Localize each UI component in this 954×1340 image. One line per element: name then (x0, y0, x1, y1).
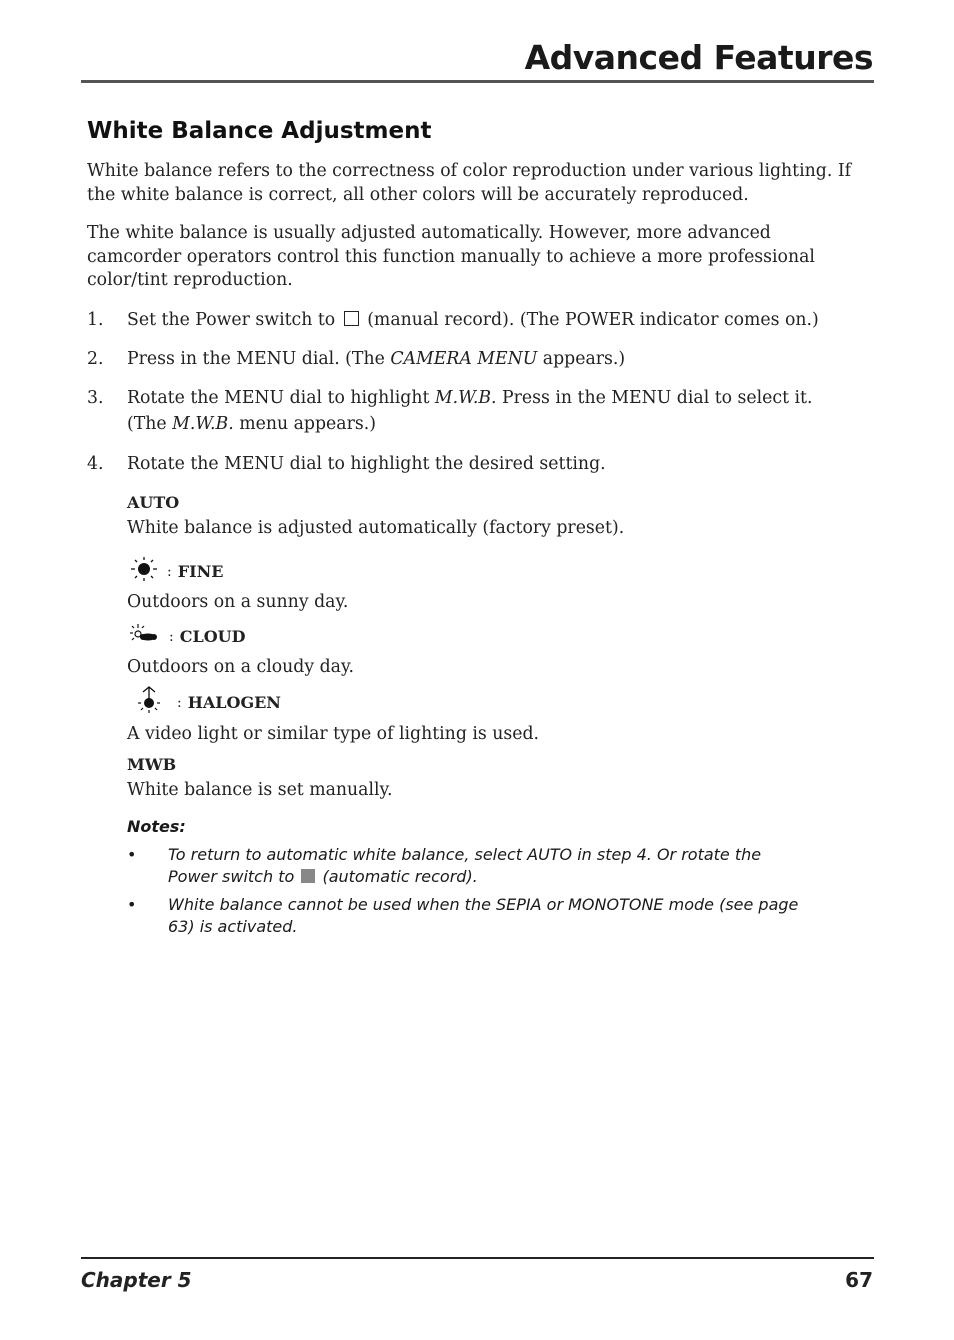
step-number: 4. (87, 454, 104, 474)
halogen-lamp-icon (127, 686, 171, 720)
page-header-title: Advanced Features (524, 38, 873, 77)
manual-record-icon (344, 311, 359, 326)
option-description: Outdoors on a cloudy day. (127, 657, 354, 677)
header-rule (81, 80, 874, 83)
option-auto (127, 492, 827, 540)
step-text: Rotate the MENU dial to highlight the desired setting. (127, 454, 606, 474)
option-description: White balance is adjusted automatically (factory preset). (127, 518, 625, 538)
step-text: Press in the MENU dial. (The CAMERA MENU appears.) (127, 349, 626, 369)
sun-icon (127, 556, 161, 588)
step-number: 1. (87, 310, 104, 330)
option-description: Outdoors on a sunny day. (127, 592, 349, 612)
option-label: FINE (177, 562, 224, 581)
option-description: A video light or similar type of lighting is used. (127, 724, 540, 744)
footer-rule (81, 1257, 874, 1259)
option-label: HALOGEN (187, 693, 281, 712)
note-text: To return to automatic white balance, select AUTO in step 4. Or rotate the Power switch to (automatic record). (168, 845, 762, 886)
footer-page-number: 67 (845, 1268, 873, 1292)
step-text: Set the Power switch to (manual record). (The POWER indicator comes on.) (127, 310, 819, 330)
cloud-icon (127, 621, 163, 653)
option-label: MWB (127, 755, 177, 774)
bullet: • (127, 845, 137, 864)
colon: : (167, 564, 172, 580)
notes-heading: Notes: (127, 817, 186, 836)
colon: : (169, 629, 174, 645)
option-label: AUTO (127, 493, 180, 512)
option-mwb (127, 754, 827, 802)
note-text: White balance cannot be used when the SEPIA or MONOTONE mode (see page 63) is activated. (168, 895, 799, 936)
option-description: White balance is set manually. (127, 780, 393, 800)
section-title: White Balance Adjustment (87, 118, 432, 144)
intro-paragraph-2: The white balance is usually adjusted automatically. However, more advanced camcorder operators control this function manually to achieve a more professional color/tint reproduction. (87, 223, 815, 290)
bullet: • (127, 895, 137, 914)
step-text: Rotate the MENU dial to highlight M.W.B. Press in the MENU dial to select it. (The M.W.B. menu appears.) (127, 388, 813, 434)
step-number: 2. (87, 349, 104, 369)
footer-chapter: Chapter 5 (81, 1268, 192, 1292)
option-cloud (127, 621, 827, 679)
step-number: 3. (87, 388, 104, 408)
option-label: CLOUD (179, 627, 246, 646)
option-fine (127, 556, 827, 614)
option-halogen (127, 686, 827, 746)
intro-paragraph-1: White balance refers to the correctness of color reproduction under various lighting. If the white balance is correct, all other colors will be accurately reproduced. (87, 161, 852, 205)
colon: : (177, 695, 182, 711)
auto-record-icon (301, 869, 315, 883)
